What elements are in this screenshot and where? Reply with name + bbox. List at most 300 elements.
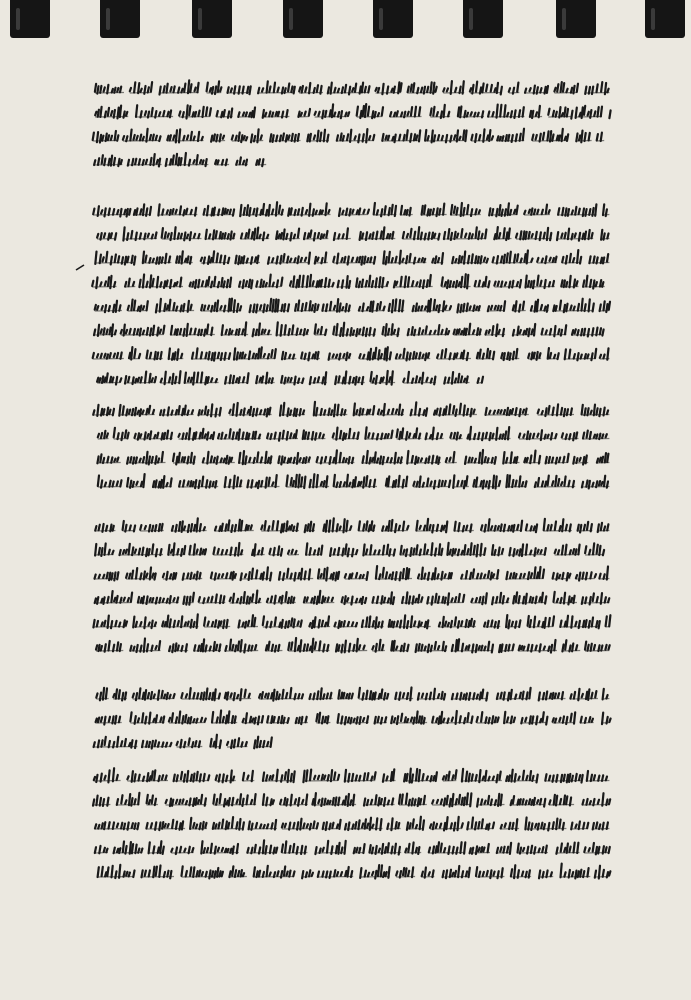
scribble-baseline (565, 359, 596, 360)
scribble-baseline (432, 723, 472, 724)
scribble-baseline (263, 627, 301, 628)
scribble-baseline (179, 117, 210, 118)
scribbled-word (599, 567, 608, 580)
scribble-baseline (599, 579, 609, 580)
scribble-baseline (401, 215, 413, 216)
handwritten-line (95, 817, 609, 831)
scribbled-word (391, 641, 408, 651)
stray-pen-mark (76, 265, 84, 270)
scribble-baseline (598, 531, 610, 532)
scribble-baseline (95, 555, 114, 556)
scribble-baseline (168, 555, 185, 556)
scribble-baseline (475, 287, 490, 288)
scribble-baseline (499, 651, 513, 652)
scribble-baseline (488, 117, 524, 118)
scribble-baseline (201, 311, 241, 312)
scribble-baseline (443, 781, 456, 782)
scribble-baseline (606, 627, 610, 628)
scribble-baseline (114, 439, 129, 440)
scribble-baseline (212, 723, 237, 724)
scribble-baseline (397, 439, 422, 440)
scribble-baseline (581, 723, 594, 724)
scribble-baseline (539, 699, 566, 700)
scribbled-word (411, 402, 428, 416)
scribble-baseline (95, 93, 124, 94)
scribble-baseline (315, 263, 328, 264)
handwritten-line (95, 299, 610, 313)
scribbled-word (121, 325, 165, 336)
scribble-baseline (391, 723, 427, 724)
handwritten-line (95, 543, 604, 557)
scribble-baseline (537, 263, 557, 264)
scribble-baseline (254, 747, 271, 748)
scribbled-word (503, 452, 517, 463)
scribble-baseline (98, 487, 121, 488)
scribble-baseline (524, 215, 550, 216)
scribble-baseline (98, 877, 134, 878)
scribble-baseline (206, 239, 235, 240)
scribble-baseline (345, 781, 376, 782)
scribbled-word (532, 129, 568, 142)
scribble-baseline (354, 415, 374, 416)
scribble-baseline (276, 239, 300, 240)
scribble-baseline (263, 781, 295, 782)
scribble-baseline (365, 439, 391, 440)
scribble-baseline (503, 463, 519, 464)
scribble-baseline (304, 603, 334, 604)
scribble-baseline (360, 877, 390, 878)
scribble-baseline (158, 215, 197, 216)
scribble-baseline (478, 383, 483, 384)
scribbled-word (123, 129, 161, 142)
scribble-baseline (307, 141, 329, 142)
scribble-baseline (114, 853, 143, 854)
scribble-baseline (214, 555, 244, 556)
scribble-baseline (383, 263, 426, 264)
scribble-baseline (138, 603, 179, 604)
scribbled-word (214, 543, 243, 556)
scribble-baseline (407, 463, 441, 464)
scribble-baseline (113, 699, 127, 700)
scribble-baseline (172, 531, 207, 532)
scribble-baseline (215, 165, 229, 166)
scribble-baseline (494, 239, 511, 240)
scribble-baseline (179, 487, 218, 488)
scribbled-word (426, 428, 442, 440)
scribble-baseline (391, 651, 408, 652)
scribble-baseline (125, 383, 155, 384)
scribbled-word (506, 567, 544, 579)
scribble-baseline (452, 263, 487, 264)
scribble-baseline (597, 141, 605, 142)
scribbled-word (222, 322, 247, 335)
scribble-baseline (542, 335, 567, 336)
scribble-baseline (119, 415, 154, 416)
scribble-baseline (218, 439, 261, 440)
scribble-baseline (94, 781, 121, 782)
scribble-baseline (334, 239, 351, 240)
scribble-baseline (582, 415, 610, 416)
scribble-baseline (125, 287, 135, 288)
scribble-baseline (183, 579, 203, 580)
scribbled-word (585, 642, 610, 651)
scribble-baseline (374, 215, 397, 216)
scribble-baseline (446, 463, 457, 464)
scribble-baseline (390, 117, 421, 118)
scribbled-word (345, 770, 376, 782)
scribbled-word (467, 818, 494, 830)
scribble-baseline (562, 439, 579, 440)
handwritten-line (96, 688, 609, 701)
scribbled-word (160, 406, 193, 416)
scribble-baseline (582, 603, 610, 604)
scribble-baseline (524, 463, 540, 464)
scribble-baseline (576, 117, 602, 118)
scribble-baseline (357, 117, 383, 118)
scribble-baseline (600, 311, 610, 312)
scribble-baseline (394, 287, 433, 288)
scribble-baseline (454, 335, 482, 336)
scribble-baseline (526, 531, 536, 532)
handwritten-line (95, 80, 610, 94)
scribble-baseline (315, 335, 327, 336)
scribble-baseline (548, 359, 558, 360)
scribble-baseline (95, 117, 128, 118)
scribble-baseline (555, 555, 580, 556)
scribble-baseline (486, 415, 529, 416)
scribble-baseline (416, 531, 447, 532)
scribble-baseline (560, 627, 600, 628)
scribbled-word (258, 81, 295, 93)
scribbled-word (488, 301, 505, 311)
scribble-baseline (199, 603, 226, 604)
scribble-baseline (545, 781, 582, 782)
scribble-baseline (519, 439, 556, 440)
scribbled-word (277, 322, 308, 335)
scribble-baseline (171, 853, 193, 854)
scribbled-word (199, 595, 225, 604)
scribble-baseline (405, 853, 421, 854)
scribble-baseline (476, 877, 504, 878)
scribble-baseline (570, 699, 598, 700)
scribbled-word (477, 712, 499, 723)
scribble-baseline (201, 853, 239, 854)
handwritten-line (98, 427, 610, 441)
scribbled-word (288, 638, 328, 652)
scribble-baseline (589, 263, 609, 264)
scribble-baseline (263, 805, 274, 806)
scribble-baseline (525, 829, 566, 830)
scribble-baseline (310, 699, 333, 700)
scribble-baseline (359, 359, 390, 360)
scribble-baseline (528, 359, 541, 360)
scribble-baseline (561, 287, 578, 288)
scribble-baseline (295, 311, 318, 312)
scribble-baseline (335, 627, 358, 628)
scribble-baseline (135, 439, 173, 440)
scribble-baseline (247, 853, 276, 854)
scribbled-word (562, 250, 581, 264)
scribble-baseline (501, 829, 519, 830)
scribble-baseline (207, 93, 222, 94)
scribble-baseline (123, 531, 135, 532)
scribble-baseline (94, 747, 138, 748)
scribble-baseline (477, 359, 494, 360)
scribbled-word (378, 404, 403, 415)
scribble-baseline (166, 805, 207, 806)
scribbled-word (315, 324, 327, 335)
scribble-baseline (129, 359, 140, 360)
scribbled-word (524, 205, 550, 215)
scribbled-word (254, 866, 295, 878)
scribble-baseline (506, 487, 526, 488)
scribble-baseline (425, 141, 466, 142)
scribble-baseline (442, 287, 471, 288)
scribbled-word (98, 476, 122, 488)
scribbled-word (239, 615, 256, 627)
scribble-baseline (444, 383, 469, 384)
scribble-baseline (234, 359, 275, 360)
scribble-baseline (149, 853, 163, 854)
scribbled-word (190, 818, 206, 830)
scribbled-word (477, 349, 494, 360)
scribble-baseline (585, 555, 603, 556)
scribble-baseline (399, 805, 427, 806)
scribbled-word (555, 545, 580, 555)
scribbled-word (256, 275, 282, 288)
scribble-baseline (493, 263, 532, 264)
scribble-baseline (239, 627, 259, 628)
scribble-baseline (147, 359, 163, 360)
handwritten-line (98, 474, 610, 488)
scribble-baseline (270, 141, 300, 142)
scribbled-word (97, 454, 118, 463)
handwritten-line (97, 371, 483, 385)
scribble-baseline (298, 117, 309, 118)
scribble-baseline (486, 335, 506, 336)
scribble-baseline (93, 415, 113, 416)
handwritten-paragraph (94, 688, 611, 749)
scribbled-word (386, 476, 407, 488)
scribbled-word (583, 793, 611, 806)
scribble-baseline (585, 651, 609, 652)
scribble-baseline (521, 723, 547, 724)
scribble-baseline (471, 603, 486, 604)
scribbled-word (310, 688, 332, 699)
scribble-baseline (130, 723, 164, 724)
scribble-baseline (316, 723, 330, 724)
scribble-baseline (595, 877, 610, 878)
scribble-baseline (333, 335, 375, 336)
scribble-baseline (94, 165, 122, 166)
scribble-baseline (92, 287, 116, 288)
scribble-baseline (143, 263, 172, 264)
scribble-baseline (278, 463, 310, 464)
scribble-baseline (603, 215, 609, 216)
handwritten-paragraph (92, 202, 610, 384)
scribbled-word (234, 347, 276, 359)
scribble-baseline (312, 805, 356, 806)
scribble-baseline (306, 555, 321, 556)
scribbled-word (606, 615, 611, 626)
scribbled-word (114, 842, 143, 854)
scribble-baseline (162, 239, 202, 240)
scribble-baseline (562, 651, 580, 652)
scribbled-word (354, 404, 375, 416)
scribble-baseline (583, 439, 609, 440)
handwritten-line (93, 402, 609, 417)
scribbled-word (304, 591, 333, 604)
scribbled-word (548, 348, 559, 359)
scribbled-word (452, 252, 488, 264)
scribble-baseline (123, 141, 160, 142)
scribble-baseline (258, 93, 295, 94)
scribble-baseline (167, 141, 203, 142)
scribbled-word (126, 568, 156, 580)
scribble-baseline (506, 579, 543, 580)
scribble-baseline (267, 603, 296, 604)
scribble-baseline (282, 359, 296, 360)
scribbled-word (407, 817, 424, 830)
scribble-baseline (323, 829, 341, 830)
handwritten-line (95, 518, 609, 532)
scribbled-word (306, 543, 322, 555)
scribble-baseline (329, 359, 351, 360)
scribble-baseline (315, 853, 345, 854)
scribble-baseline (130, 93, 152, 94)
scribbled-word (238, 108, 255, 118)
scribbled-word (408, 325, 449, 335)
scribble-baseline (600, 359, 610, 360)
scribble-baseline (511, 805, 545, 806)
scribble-baseline (318, 579, 338, 580)
scribbled-word (288, 550, 297, 554)
scribble-baseline (484, 627, 500, 628)
scribble-baseline (173, 463, 195, 464)
scribbled-word (316, 713, 328, 724)
scribbled-word (372, 640, 383, 652)
scribbled-word (317, 450, 354, 464)
scribbled-word (158, 204, 196, 215)
scribble-baseline (310, 383, 327, 384)
scribbled-word (383, 769, 394, 782)
scribble-baseline (280, 415, 305, 416)
scribble-baseline (147, 805, 158, 806)
scribble-baseline (553, 311, 593, 312)
scribble-baseline (192, 359, 230, 360)
scribble-baseline (216, 781, 236, 782)
scribble-baseline (477, 805, 504, 806)
scribble-baseline (338, 699, 351, 700)
scribble-baseline (210, 747, 220, 748)
scribble-baseline (160, 93, 199, 94)
scribble-baseline (471, 141, 492, 142)
scribbled-word (454, 324, 481, 335)
scribble-baseline (571, 829, 588, 830)
scribble-baseline (225, 383, 248, 384)
scribble-baseline (93, 359, 124, 360)
scribbled-word (176, 251, 191, 263)
scribble-baseline (434, 415, 477, 416)
scribbled-word (497, 129, 524, 142)
handwritten-line (92, 274, 605, 288)
scribble-baseline (602, 723, 609, 724)
scribble-baseline (213, 805, 256, 806)
scribble-baseline (177, 747, 203, 748)
scribbled-word (535, 476, 574, 488)
scribble-baseline (422, 877, 435, 878)
scribble-baseline (509, 555, 546, 556)
scribble-baseline (225, 487, 243, 488)
scribbled-word (93, 353, 122, 359)
scribble-baseline (288, 215, 330, 216)
scribble-baseline (477, 723, 498, 724)
scribble-baseline (452, 651, 493, 652)
scribbled-word (493, 251, 533, 264)
scribble-baseline (458, 117, 484, 118)
scribble-baseline (363, 463, 403, 464)
scribble-baseline (333, 439, 359, 440)
scribble-baseline (396, 877, 415, 878)
scribble-baseline (578, 531, 593, 532)
scribble-baseline (437, 359, 471, 360)
scribble-baseline (213, 829, 244, 830)
scribble-baseline (513, 335, 535, 336)
scribble-baseline (359, 311, 385, 312)
scribble-baseline (576, 141, 591, 142)
scribble-baseline (189, 555, 205, 556)
handwritten-line (93, 347, 610, 361)
scribble-baseline (281, 383, 302, 384)
scribbled-word (143, 252, 170, 264)
scribble-baseline (94, 335, 116, 336)
scribble-baseline (121, 335, 164, 336)
scribble-baseline (422, 215, 447, 216)
scribble-baseline (557, 239, 593, 240)
scribble-baseline (504, 723, 514, 724)
handwritten-line (95, 104, 610, 119)
scribble-baseline (303, 781, 338, 782)
scribble-baseline (161, 383, 180, 384)
scribble-baseline (359, 531, 375, 532)
scribbled-word (549, 795, 571, 806)
scribble-baseline (204, 627, 230, 628)
scribble-baseline (315, 117, 349, 118)
scribbled-word (356, 276, 388, 288)
scribble-baseline (364, 805, 395, 806)
scribble-baseline (96, 699, 108, 700)
scribble-baseline (96, 651, 123, 652)
scribble-baseline (345, 829, 383, 830)
scribble-baseline (356, 287, 388, 288)
scribble-baseline (526, 287, 555, 288)
scribbled-word (597, 133, 602, 141)
scribble-baseline (408, 335, 449, 336)
scribble-baseline (225, 651, 258, 652)
scribble-baseline (372, 651, 385, 652)
scribble-baseline (225, 699, 251, 700)
scribble-baseline (337, 141, 374, 142)
scribble-baseline (322, 311, 350, 312)
scribble-baseline (133, 627, 156, 628)
scribble-baseline (247, 487, 279, 488)
scribbled-word (492, 545, 503, 555)
scribble-baseline (518, 853, 548, 854)
scribble-baseline (328, 93, 369, 94)
scribble-baseline (190, 829, 207, 830)
scribbled-word (298, 109, 310, 117)
scribble-baseline (354, 853, 365, 854)
